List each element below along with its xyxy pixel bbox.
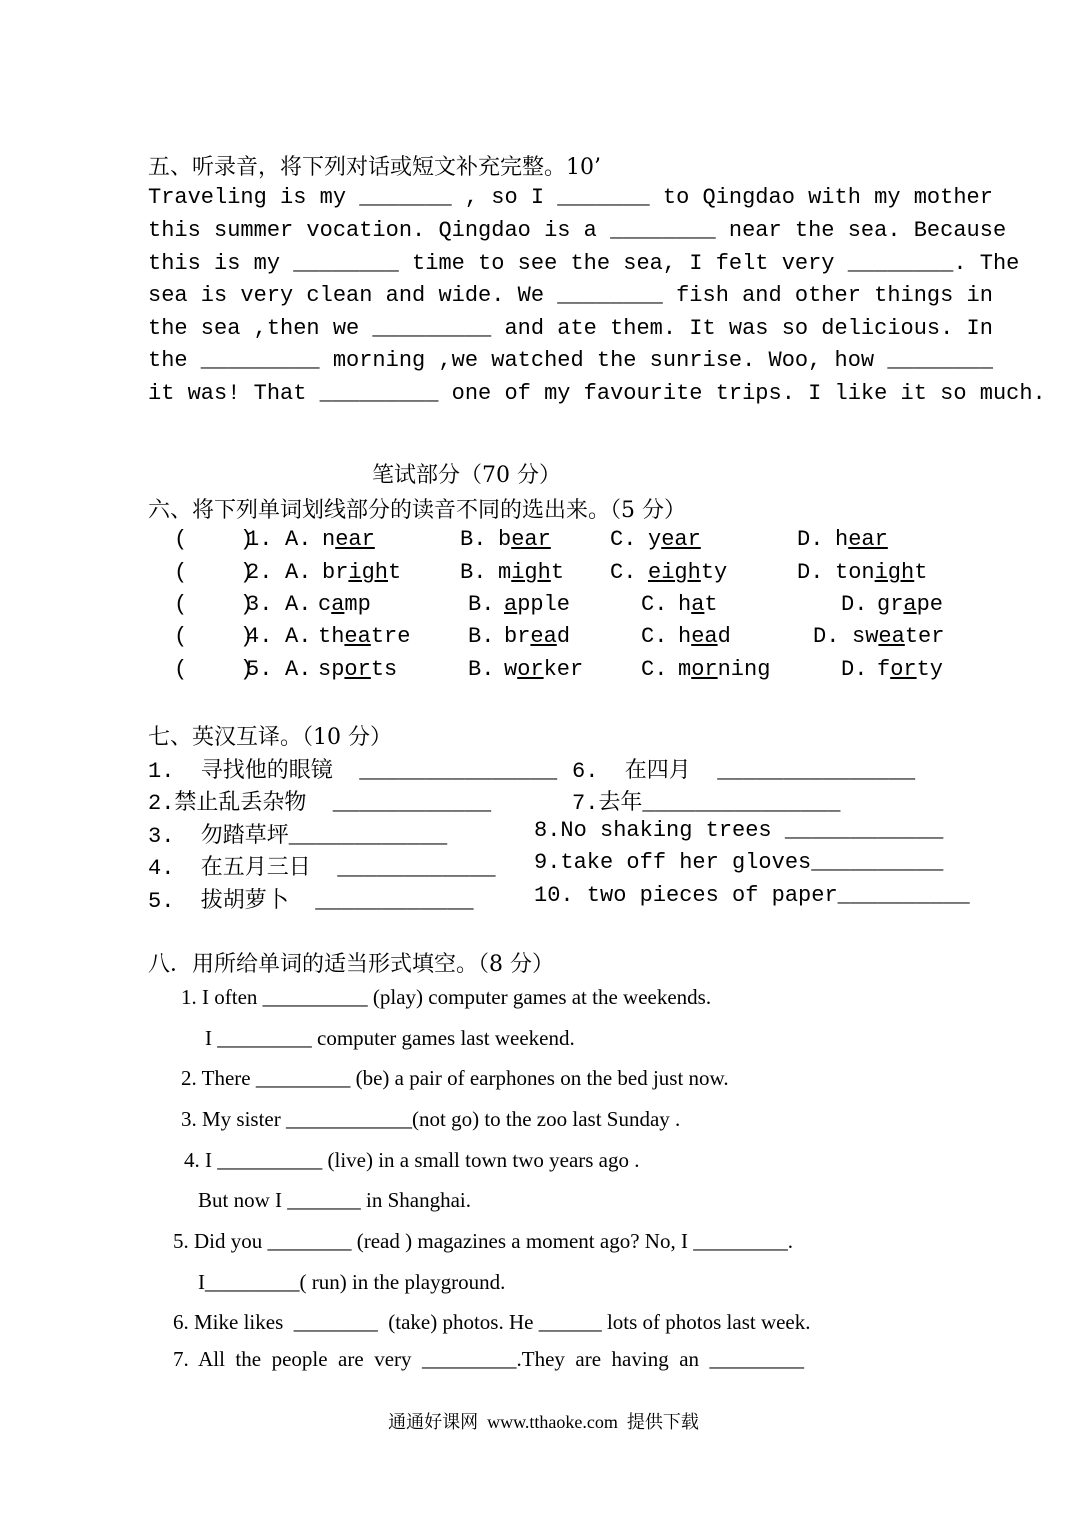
- option-label: D.: [841, 657, 868, 682]
- option-label: C.: [610, 560, 637, 585]
- translation-item: 8.No shaking trees ____________: [534, 818, 944, 843]
- option-label: B.: [460, 560, 487, 585]
- option-label: D.: [813, 624, 840, 649]
- fill-item: I_________( run) in the playground.: [198, 1270, 506, 1294]
- option-word: grape: [877, 592, 944, 617]
- fill-item: 6. Mike likes ________ (take) photos. He ______ lots of photos last week.: [173, 1310, 811, 1334]
- underlined-letters: ear: [335, 527, 375, 552]
- section7-title: 七、英汉互译。（10 分）: [148, 725, 392, 750]
- underlined-letters: a: [691, 592, 705, 617]
- option-word: morning: [678, 657, 771, 682]
- option-word: hat: [678, 592, 718, 617]
- fill-item: I _________ computer games last weekend.: [205, 1026, 575, 1050]
- answer-bracket: ( ): [174, 592, 254, 617]
- option-label: A.: [285, 527, 312, 552]
- translation-item: 7.去年_______________: [572, 791, 841, 816]
- fill-item: 3. My sister ____________(not go) to the zoo last Sunday .: [181, 1107, 681, 1131]
- fill-item: 7. All the people are very _________.They are having an _________: [173, 1347, 805, 1371]
- question-number: 2.: [246, 560, 273, 585]
- underlined-letters: or: [517, 657, 544, 682]
- option-label: C.: [641, 657, 668, 682]
- underlined-letters: ear: [511, 527, 551, 552]
- passage-line: the sea ,then we _________ and ate them. It was so delicious. In: [148, 316, 993, 341]
- underlined-letters: or: [344, 657, 371, 682]
- section5-title: 五、听录音，将下列对话或短文补充完整。10’: [148, 155, 601, 180]
- option-word: theatre: [318, 624, 411, 649]
- question-number: 4.: [246, 624, 273, 649]
- option-word: near: [322, 527, 375, 552]
- answer-bracket: ( ): [174, 624, 254, 649]
- translation-item: 6. 在四月 _______________: [572, 759, 916, 784]
- option-word: camp: [318, 592, 371, 617]
- section6-title: 六、将下列单词划线部分的读音不同的选出来。（5 分）: [148, 498, 686, 523]
- underlined-letters: ea: [878, 624, 905, 649]
- option-label: D.: [797, 560, 824, 585]
- option-label: C.: [641, 624, 668, 649]
- option-word: bread: [504, 624, 571, 649]
- underlined-letters: a: [504, 592, 518, 617]
- underlined-letters: a: [903, 592, 917, 617]
- translation-item: 2.禁止乱丢杂物 ____________: [148, 791, 492, 816]
- fill-item: But now I _______ in Shanghai.: [198, 1188, 471, 1212]
- underlined-letters: igh: [874, 560, 915, 585]
- underlined-letters: igh: [511, 560, 551, 585]
- translation-item: 5. 拔胡萝卜 ____________: [148, 889, 474, 914]
- option-label: C.: [641, 592, 668, 617]
- passage-line: Traveling is my _______ , so I _______ to Qingdao with my mother: [148, 185, 993, 210]
- translation-item: 3. 勿踏草坪____________: [148, 824, 448, 849]
- underlined-letters: igh: [348, 560, 389, 585]
- option-word: bright: [322, 560, 402, 585]
- fill-item: 4. I __________ (live) in a small town two years ago .: [184, 1148, 640, 1172]
- option-word: might: [498, 560, 565, 585]
- fill-item: 1. I often __________ (play) computer games at the weekends.: [181, 985, 712, 1009]
- option-word: eighty: [648, 560, 728, 585]
- underlined-letters: ear: [848, 527, 888, 552]
- option-word: forty: [877, 657, 944, 682]
- option-label: B.: [468, 657, 495, 682]
- underlined-letters: or: [691, 657, 718, 682]
- option-word: sports: [318, 657, 398, 682]
- question-number: 5.: [246, 657, 273, 682]
- fill-item: 2. There _________ (be) a pair of earphones on the bed just now.: [181, 1066, 729, 1090]
- option-word: tonight: [835, 560, 928, 585]
- passage-line: this is my ________ time to see the sea, I felt very ________. The: [148, 251, 1020, 276]
- option-label: B.: [468, 624, 495, 649]
- question-number: 1.: [246, 527, 273, 552]
- translation-item: 4. 在五月三日 ____________: [148, 856, 496, 881]
- answer-bracket: ( ): [174, 527, 254, 552]
- page-footer: 通通好课网 www.tthaoke.com 提供下载: [388, 1412, 699, 1432]
- question-number: 3.: [246, 592, 273, 617]
- option-word: sweater: [852, 624, 945, 649]
- underlined-letters: ear: [661, 527, 701, 552]
- translation-item: 1. 寻找他的眼镜 _______________: [148, 759, 558, 784]
- section8-title: 八．用所给单词的适当形式填空。（8 分）: [148, 952, 554, 977]
- passage-line: the _________ morning ,we watched the sunrise. Woo, how ________: [148, 348, 993, 373]
- translation-item: 9.take off her gloves__________: [534, 850, 944, 875]
- translation-item: 10. two pieces of paper__________: [534, 883, 970, 908]
- answer-bracket: ( ): [174, 657, 254, 682]
- option-label: B.: [460, 527, 487, 552]
- underlined-letters: ea: [344, 624, 371, 649]
- option-word: apple: [504, 592, 571, 617]
- answer-bracket: ( ): [174, 560, 254, 585]
- option-label: C.: [610, 527, 637, 552]
- option-word: year: [648, 527, 701, 552]
- passage-line: this summer vocation. Qingdao is a ________ near the sea. Because: [148, 218, 1007, 243]
- option-label: A.: [285, 560, 312, 585]
- option-label: A.: [285, 624, 312, 649]
- option-word: worker: [504, 657, 584, 682]
- underlined-letters: eigh: [648, 560, 701, 585]
- option-word: bear: [498, 527, 551, 552]
- option-label: D.: [797, 527, 824, 552]
- underlined-letters: or: [890, 657, 917, 682]
- written-section-header: 笔试部分（70 分）: [372, 463, 561, 488]
- option-label: A.: [285, 657, 312, 682]
- underlined-letters: ea: [691, 624, 718, 649]
- underlined-letters: a: [331, 592, 345, 617]
- option-label: A.: [285, 592, 312, 617]
- option-word: head: [678, 624, 731, 649]
- passage-line: sea is very clean and wide. We ________ fish and other things in: [148, 283, 993, 308]
- underlined-letters: ea: [530, 624, 557, 649]
- fill-item: 5. Did you ________ (read ) magazines a moment ago? No, I _________.: [173, 1229, 793, 1253]
- option-word: hear: [835, 527, 888, 552]
- passage-line: it was! That _________ one of my favourite trips. I like it so much.: [148, 381, 1046, 406]
- option-label: B.: [468, 592, 495, 617]
- option-label: D.: [841, 592, 868, 617]
